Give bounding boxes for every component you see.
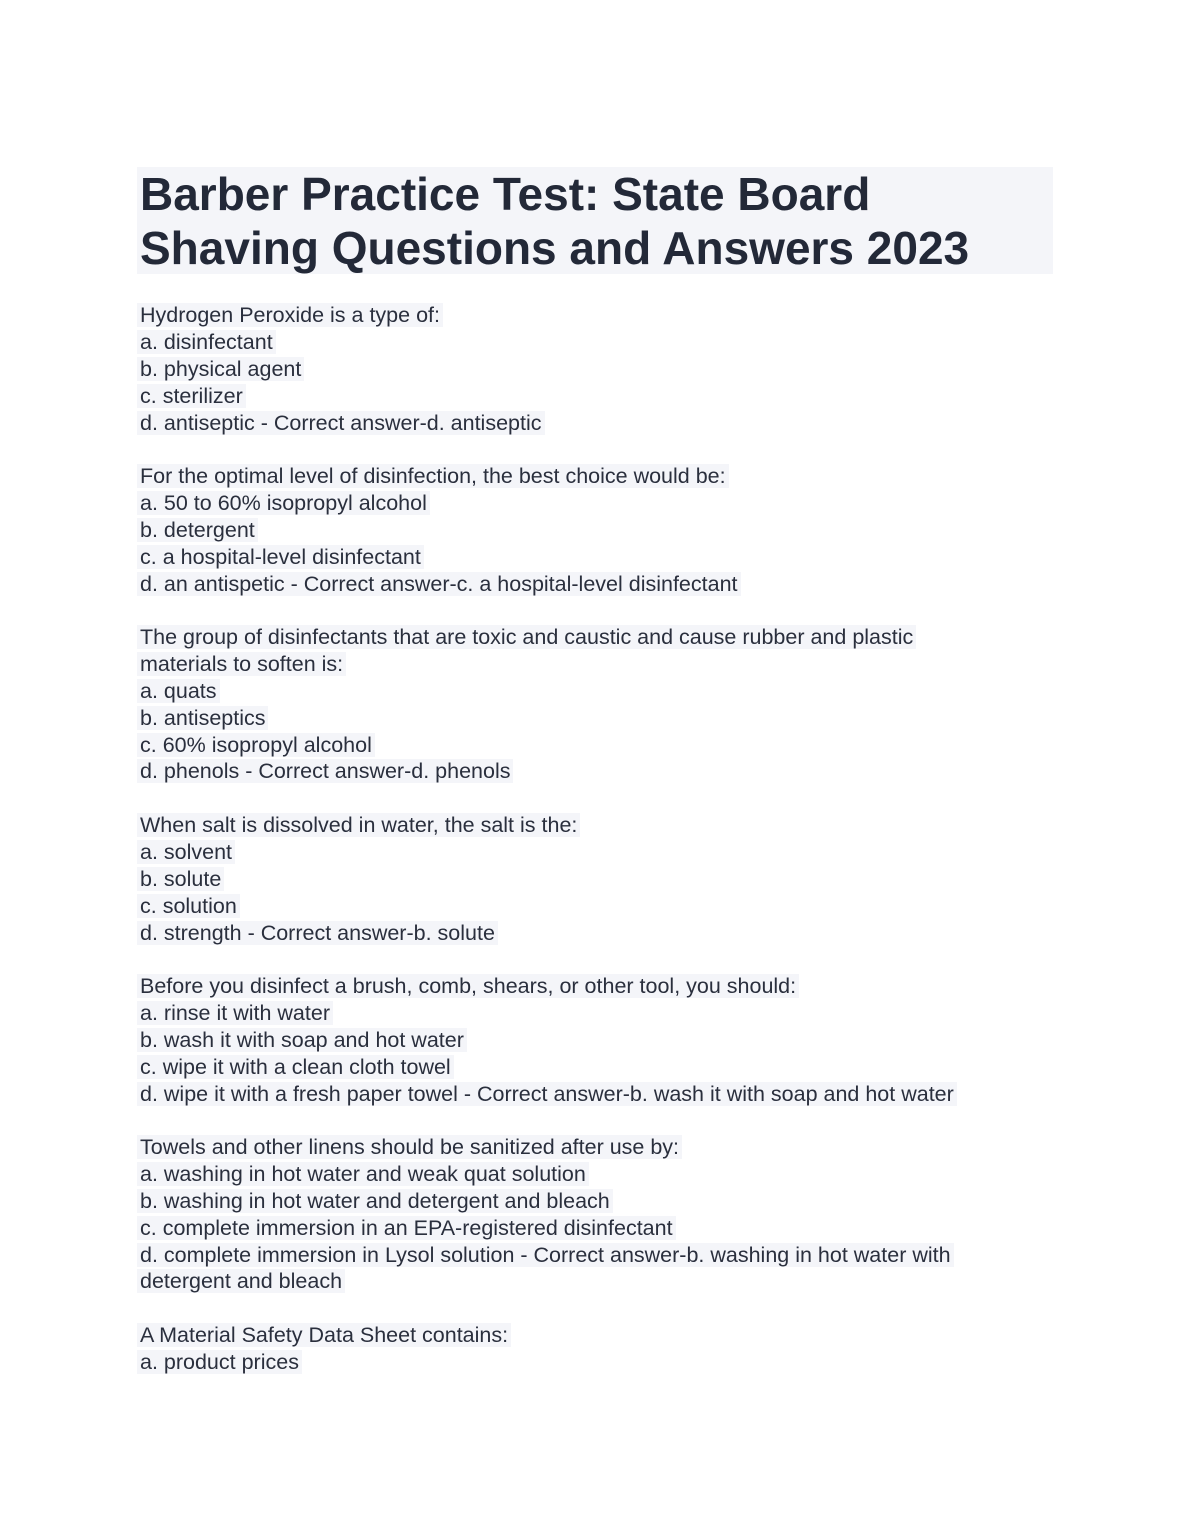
question-text: A Material Safety Data Sheet contains: — [137, 1322, 1053, 1349]
question-text: materials to soften is: — [137, 651, 1053, 678]
answer-option: b. washing in hot water and detergent and bleach — [137, 1188, 1053, 1215]
answer-option-with-correct-answer: d. complete immersion in Lysol solution - Correct answer-b. washing in hot water with — [137, 1242, 1053, 1269]
answer-option: b. physical agent — [137, 356, 1053, 383]
answer-option: a. 50 to 60% isopropyl alcohol — [137, 490, 1053, 517]
answer-option-with-correct-answer: d. antiseptic - Correct answer-d. antiseptic — [137, 410, 1053, 437]
answer-option: a. solvent — [137, 839, 1053, 866]
question-block — [137, 463, 1053, 597]
document-title — [137, 167, 1053, 274]
answer-option-with-correct-answer: d. phenols - Correct answer-d. phenols — [137, 758, 1053, 785]
question-block — [137, 1134, 1053, 1295]
answer-option: a. rinse it with water — [137, 1000, 1053, 1027]
question-block — [137, 973, 1053, 1107]
answer-option-with-correct-answer: d. strength - Correct answer-b. solute — [137, 920, 1053, 947]
answer-option: c. sterilizer — [137, 383, 1053, 410]
question-block — [137, 302, 1053, 436]
answer-option: a. quats — [137, 678, 1053, 705]
answer-option: c. solution — [137, 893, 1053, 920]
question-block — [137, 1322, 1053, 1376]
answer-option: a. washing in hot water and weak quat solution — [137, 1161, 1053, 1188]
title-line-1: Barber Practice Test: State Board — [140, 168, 871, 220]
question-text: For the optimal level of disinfection, the best choice would be: — [137, 463, 1053, 490]
question-text: Hydrogen Peroxide is a type of: — [137, 302, 1053, 329]
answer-option: b. detergent — [137, 517, 1053, 544]
question-text: Before you disinfect a brush, comb, shears, or other tool, you should: — [137, 973, 1053, 1000]
answer-option: b. antiseptics — [137, 705, 1053, 732]
answer-option: a. disinfectant — [137, 329, 1053, 356]
answer-option-with-correct-answer: d. an antispetic - Correct answer-c. a hospital-level disinfectant — [137, 571, 1053, 598]
answer-option: b. solute — [137, 866, 1053, 893]
answer-option: c. 60% isopropyl alcohol — [137, 732, 1053, 759]
title-line-2: Shaving Questions and Answers 2023 — [140, 222, 970, 274]
answer-option: b. wash it with soap and hot water — [137, 1027, 1053, 1054]
question-block — [137, 812, 1053, 946]
answer-option: a. product prices — [137, 1349, 1053, 1376]
question-text: The group of disinfectants that are toxic and caustic and cause rubber and plastic — [137, 624, 1053, 651]
question-block — [137, 624, 1053, 785]
answer-option-with-correct-answer: d. wipe it with a fresh paper towel - Correct answer-b. wash it with soap and hot water — [137, 1081, 1053, 1108]
question-text: Towels and other linens should be sanitized after use by: — [137, 1134, 1053, 1161]
answer-option: c. a hospital-level disinfectant — [137, 544, 1053, 571]
question-text: When salt is dissolved in water, the salt is the: — [137, 812, 1053, 839]
answer-option: c. wipe it with a clean cloth towel — [137, 1054, 1053, 1081]
answer-option-continuation: detergent and bleach — [137, 1268, 1053, 1295]
answer-option: c. complete immersion in an EPA-registered disinfectant — [137, 1215, 1053, 1242]
